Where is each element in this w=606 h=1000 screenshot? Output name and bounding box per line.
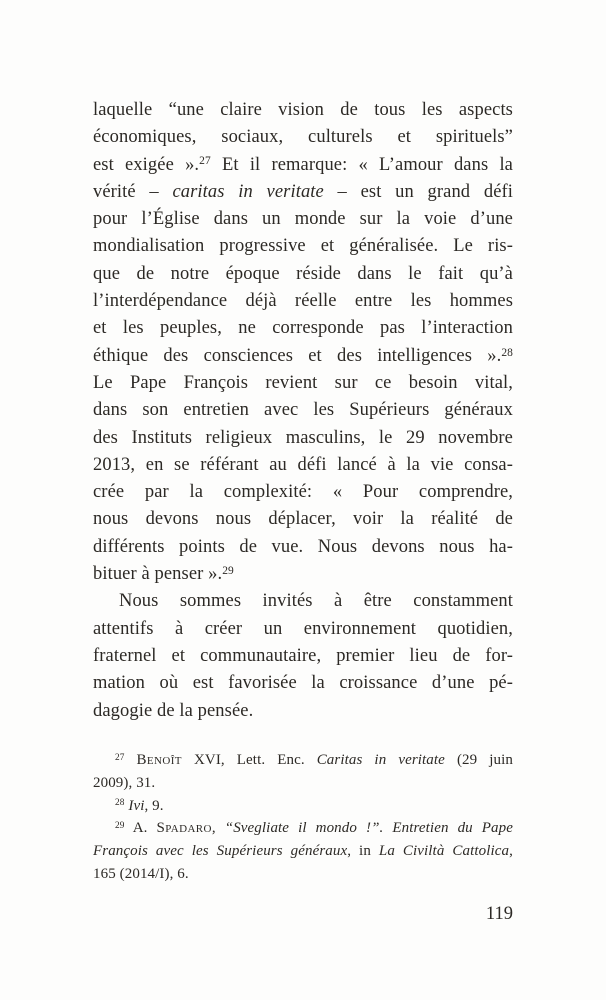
text-segment: XVI, Lett. Enc.: [181, 752, 317, 768]
body-line: [93, 206, 513, 233]
text-segment: laquelle “une claire vision de tous les aspects: [93, 100, 513, 120]
body-line: [93, 179, 513, 206]
text-segment: Ivi: [128, 797, 145, 814]
text-segment: pour l’Église dans un monde sur la voie d’une: [93, 209, 513, 230]
text-segment: Benoît: [136, 752, 182, 768]
footnote-line: [93, 795, 513, 818]
text-segment: Le Pape François revient sur ce besoin vital,: [93, 372, 513, 393]
footnote-line: [93, 749, 513, 772]
footnote-marker: 29: [222, 564, 234, 577]
body-line: [93, 97, 513, 124]
text-segment: François avec les Supérieurs généraux: [93, 843, 348, 860]
text-segment: [125, 752, 137, 768]
text-segment: fraternel et communautaire, premier lieu de for-: [93, 645, 513, 666]
text-segment: La Civiltà Cattolica: [378, 843, 510, 860]
text-segment: que de notre époque réside dans le fait qu’à: [93, 263, 513, 284]
text-segment: différents points de vue. Nous devons nous ha-: [93, 536, 513, 557]
text-segment: économiques, sociaux, culturels et spirituels”: [93, 127, 513, 148]
text-segment: , in: [347, 843, 379, 860]
text-segment: 2009), 31.: [93, 774, 156, 791]
footnote-marker: 27: [115, 752, 125, 763]
text-segment: dans son entretien avec les Supérieurs généraux: [93, 400, 513, 421]
body-line: [93, 152, 513, 179]
text-segment: nous devons nous déplacer, voir la réalité de: [93, 509, 513, 530]
text-segment: (29 juin: [444, 752, 514, 768]
text-segment: ,: [211, 820, 225, 837]
text-segment: est exigée ».: [93, 154, 200, 175]
body-line: [93, 315, 513, 342]
text-segment: caritas in veritate: [172, 181, 324, 202]
body-line: [93, 479, 513, 506]
text-segment: des Instituts religieux masculins, le 29 novembre: [93, 427, 513, 448]
text-segment: “Svegliate il mondo !”. Entretien du Pape: [224, 820, 514, 837]
text-segment: ,: [509, 843, 513, 860]
body-line: [93, 561, 513, 588]
body-line: [93, 343, 513, 370]
text-segment: attentifs à créer un environnement quotidien,: [93, 618, 513, 639]
body-line: [93, 233, 513, 260]
body-line: [93, 288, 513, 315]
footnote-marker: 29: [115, 821, 125, 832]
footnote-line: [93, 863, 513, 886]
text-segment: mondialisation progressive et généralisée. Le ris-: [93, 236, 513, 257]
text-segment: Caritas in veritate: [316, 752, 445, 768]
text-segment: Nous sommes invités à être constamment: [119, 591, 513, 612]
body-line: [93, 397, 513, 424]
body-text: [93, 97, 513, 725]
body-line: [93, 506, 513, 533]
body-line: [93, 670, 513, 697]
text-segment: crée par la complexité: « Pour comprendre,: [93, 482, 513, 503]
footnotes: [93, 749, 513, 886]
text-segment: vérité –: [93, 181, 173, 202]
text-segment: A.: [124, 820, 157, 837]
text-segment: et les peuples, ne corresponde pas l’interaction: [93, 318, 513, 339]
text-segment: dagogie de la pensée.: [93, 700, 254, 721]
text-segment: Et il remarque: « L’amour dans la: [210, 154, 513, 175]
text-segment: mation où est favorisée la croissance d’une pé-: [93, 673, 513, 694]
body-line: [93, 534, 513, 561]
body-line: [93, 425, 513, 452]
body-line: [93, 588, 513, 615]
footnote-marker: 28: [115, 798, 125, 809]
text-segment: – est un grand défi: [323, 181, 514, 202]
body-line: [93, 261, 513, 288]
text-segment: Spadaro: [156, 820, 212, 837]
text-segment: 2013, en se référant au défi lancé à la vie consa-: [93, 454, 513, 475]
text-segment: éthique des consciences et des intelligences ».: [93, 345, 502, 366]
body-line: [93, 616, 513, 643]
footnote-line: [93, 840, 513, 863]
text-segment: , 9.: [144, 797, 164, 814]
footnote-line: [93, 817, 513, 840]
body-line: [93, 452, 513, 479]
footnote-marker: 27: [199, 155, 211, 168]
footnote-line: [93, 772, 513, 795]
page-number: 119: [485, 904, 513, 924]
body-line: [93, 124, 513, 151]
footnote-marker: 28: [501, 346, 513, 359]
body-line: [93, 370, 513, 397]
body-line: [93, 698, 513, 725]
body-line: [93, 643, 513, 670]
text-segment: l’interdépendance déjà réelle entre les hommes: [93, 291, 513, 312]
text-segment: 165 (2014/I), 6.: [93, 865, 189, 882]
text-segment: bituer à penser ».: [93, 564, 223, 585]
